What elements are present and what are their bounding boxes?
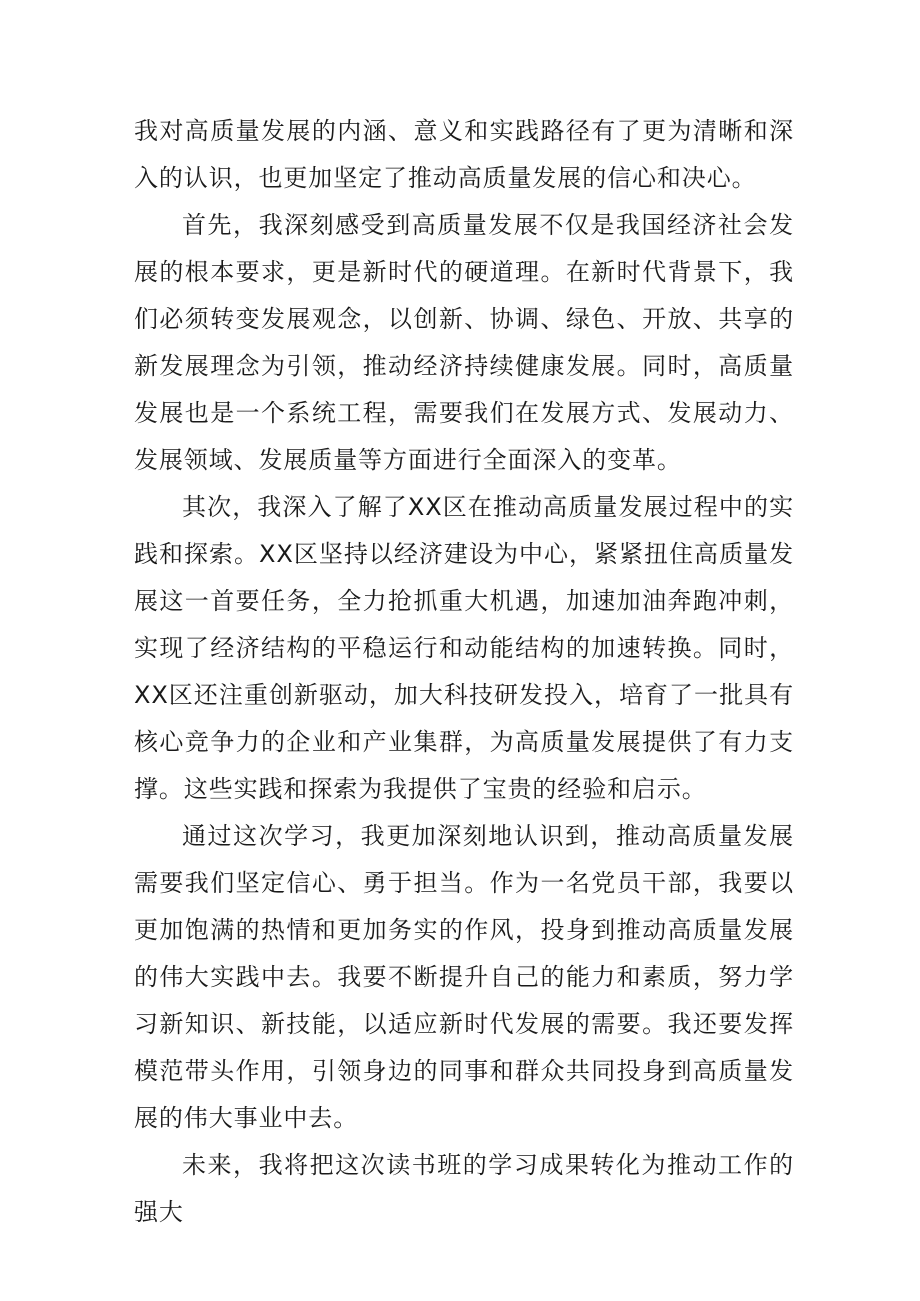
paragraph-1: 我对高质量发展的内涵、意义和实践路径有了更为清晰和深入的认识，也更加坚定了推动高质量发展的信心和决心。 [134,117,794,192]
paragraph-3: 其次，我深入了解了XX区在推动高质量发展过程中的实践和探索。XX区坚持以经济建设为中心，紧紧扭住高质量发展这一首要任务，全力抢抓重大机遇，加速加油奔跑冲刺，实现了经济结构的平稳运行和动能结构的加速转换。同时，XX区还注重创新驱动，加大科技研发投入，培育了一批具有核心竞争力的企业和产业集群，为高质量发展提供了有力支撑。这些实践和探索为我提供了宝贵的经验和启示。 [134,493,794,803]
paragraph-5: 未来，我将把这次读书班的学习成果转化为推动工作的强大 [134,1151,794,1226]
paragraph-4: 通过这次学习，我更加深刻地认识到，推动高质量发展需要我们坚定信心、勇于担当。作为一名党员干部，我要以更加饱满的热情和更加务实的作风，投身到推动高质量发展的伟大实践中去。我要不断提升自己的能力和素质，努力学习新知识、新技能，以适应新时代发展的需要。我还要发挥模范带头作用，引领身边的同事和群众共同投身到高质量发展的伟大事业中去。 [134,822,794,1132]
paragraph-2: 首先，我深刻感受到高质量发展不仅是我国经济社会发展的根本要求，更是新时代的硬道理。在新时代背景下，我们必须转变发展观念，以创新、协调、绿色、开放、共享的新发展理念为引领，推动经济持续健康发展。同时，高质量发展也是一个系统工程，需要我们在发展方式、发展动力、发展领域、发展质量等方面进行全面深入的变革。 [134,211,794,474]
document-body [134,108,794,1236]
